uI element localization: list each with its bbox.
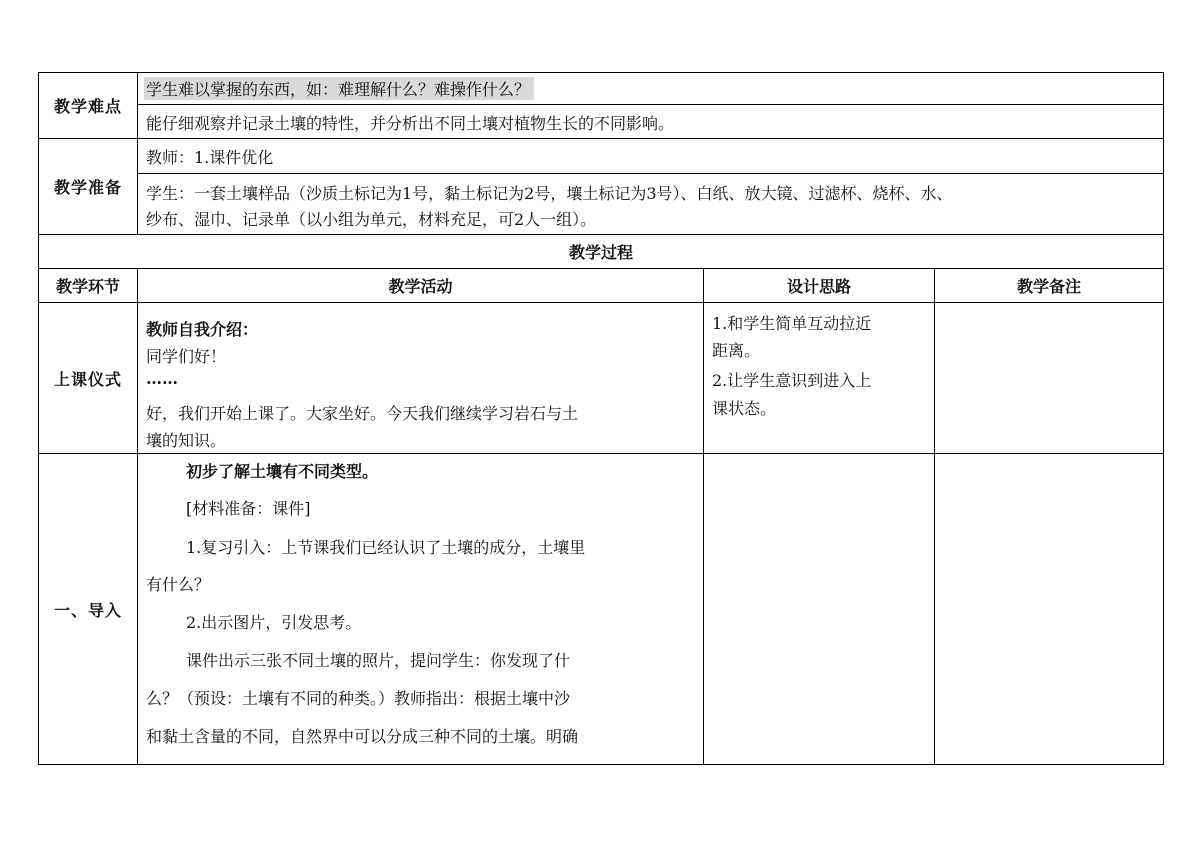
opening-activity-line: 好，我们开始上课了。大家坐好。今天我们继续学习岩石与土 (146, 404, 579, 423)
header-design: 设计思路 (703, 269, 934, 302)
opening-design (703, 303, 934, 453)
opening-row (38, 302, 1164, 453)
difficulty-content (137, 73, 1163, 138)
preparation-student-line1: 学生：一套土壤样品（沙质土标记为1号，黏土标记为2号，壤土标记为3号）、白纸、放大镜、过滤杯、烧杯、水、 (146, 184, 953, 203)
intro-activity (137, 454, 703, 764)
intro-activity-line: 么？（预设：土壤有不同的种类。）教师指出：根据土壤中沙 (146, 689, 571, 708)
difficulty-row (38, 72, 1164, 138)
opening-activity (137, 303, 703, 453)
preparation-label: 教学准备 (53, 178, 122, 197)
opening-design-line: 课状态。 (712, 399, 777, 418)
header-stage: 教学环节 (55, 277, 120, 296)
intro-design (703, 454, 934, 764)
opening-activity-line: 同学们好！ (146, 347, 227, 366)
intro-activity-line: 2.出示图片，引发思考。 (186, 613, 362, 632)
opening-label: 上课仪式 (53, 369, 122, 389)
opening-activity-line: 教师自我介绍： (146, 320, 259, 339)
process-title-row (38, 234, 1164, 268)
header-activity: 教学活动 (137, 269, 703, 302)
table-bottom-border (38, 764, 1164, 765)
preparation-row (38, 138, 1164, 234)
header-row (38, 268, 1164, 302)
intro-activity-line: [材料准备：课件] (186, 499, 311, 518)
intro-row (38, 453, 1164, 764)
header-notes: 教学备注 (934, 269, 1163, 302)
preparation-content (137, 139, 1163, 234)
opening-design-line: 1.和学生简单互动拉近 (712, 314, 872, 333)
intro-activity-line: 和黏土含量的不同，自然界中可以分成三种不同的土壤。明确 (146, 727, 579, 746)
preparation-teacher: 教师：1.课件优化 (146, 148, 274, 167)
intro-label: 一、导入 (53, 600, 122, 620)
intro-activity-line: 课件出示三张不同土壤的照片，提问学生：你发现了什 (186, 651, 571, 670)
preparation-student-line2: 纱布、湿巾、记录单（以小组为单元，材料充足，可2人一组）。 (146, 210, 597, 229)
opening-activity-line: 壤的知识。 (146, 431, 227, 450)
difficulty-label: 教学难点 (53, 97, 122, 116)
opening-design-line: 2.让学生意识到进入上 (712, 371, 872, 390)
intro-activity-line: 有什么？ (146, 575, 211, 594)
opening-activity-line: …… (146, 369, 178, 388)
intro-activity-line: 1.复习引入：上节课我们已经认识了土壤的成分，土壤里 (186, 538, 586, 557)
difficulty-text: 能仔细观察并记录土壤的特性，并分析出不同土壤对植物生长的不同影响。 (146, 114, 675, 133)
opening-design-line: 距离。 (712, 341, 761, 360)
intro-activity-line: 初步了解土壤有不同类型。 (186, 462, 379, 481)
difficulty-hint: 学生难以掌握的东西，如：难理解什么？难操作什么？ (144, 77, 534, 100)
intro-notes (934, 454, 1163, 764)
opening-notes (934, 303, 1163, 453)
process-title: 教学过程 (568, 243, 633, 262)
